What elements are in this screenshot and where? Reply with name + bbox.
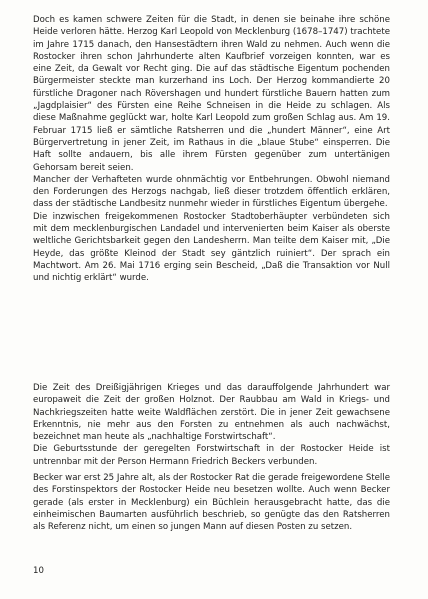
paragraph: Mancher der Verhafteten wurde ohnmächtig vor Entbehrungen. Obwohl niemand den Forderungen des Herzogs nachgab, ließ dieser trotzdem öffentlich erklären, dass der städtische Landbesitz nunmehr wieder in fürstliches Eigentum übergehe. bbox=[33, 174, 390, 210]
page-number: 10 bbox=[33, 566, 44, 576]
paragraph: Die Zeit des Dreißigjährigen Krieges und das darauffolgende Jahrhundert war europaweit die Zeit der großen Holznot. Der Raubbau am Wald in Kriegs- und Nachkriegszeiten hatte weite Waldflächen zerstört. Die in jener Zeit gewachsene Erkenntnis, nie mehr aus den Forsten zu entnehmen als auch nachwächst, bezeichnet man heute als „nachhaltige Forstwirtschaft“. bbox=[33, 383, 390, 443]
paragraph: Doch es kamen schwere Zeiten für die Stadt, in denen sie beinahe ihre schöne Heide verloren hätte. Herzog Karl Leopold von Mecklenburg (1678–1747) trachtete im Jahre 1715 danach, den Hansestädtern ihren Wald zu nehmen. Auch wenn die Rostocker ihren schon Jahrhunderte alten Kaufbrief vorzeigen konnten, war es eine Zeit, da Gewalt vor Recht ging. Die auf das städtische Eigentum pochenden Bürgermeister steckte man kurzerhand ins Loch. Der Herzog kommandierte 20 fürstliche Dragoner nach Rövershagen und hundert fürstliche Bauern hatten zum „Jagdplaisier“ des Fürsten eine Reihe Schneisen in die Heide zu schlagen. Als diese Maßnahme geglückt war, holte Karl Leopold zum großen Schlag aus. Am 19. Februar 1715 ließ er sämtliche Ratsherren und die „hundert Männer“, eine Art Bürgervertretung in jener Zeit, im Rathaus in die „blaue Stube“ einsperren. Die Haft sollte andauern, bis alle ihrem Fürsten gegenüber zum untertänigen Gehorsam bereit seien. bbox=[33, 15, 390, 173]
text-block-forestry-origins bbox=[33, 382, 390, 468]
paragraph: Die Geburtsstunde der geregelten Forstwirtschaft in der Rostocker Heide ist untrennbar mit der Person Hermann Friedrich Beckers verbunden. bbox=[33, 444, 390, 467]
paragraph: Becker war erst 25 Jahre alt, als der Rostocker Rat die gerade freigewordene Stelle des Forstinspektors der Rostocker Heide neu besetzen wollte. Auch wenn Becker gerade (als erster in Mecklenburg) ein Büchlein herausgebracht hatte, das die einheimischen Baumarten ausführlich beschrieb, so genügte das den Ratsherren als Referenz nicht, um einen so jungen Mann auf diesen Posten zu setzen. bbox=[33, 473, 390, 533]
paragraph: Die inzwischen freigekommenen Rostocker Stadtoberhäupter verbündeten sich mit dem mecklenburgischen Landadel und intervenierten beim Kaiser als oberste weltliche Gerichtsbarkeit gegen den Landesherrn. Man teilte dem Kaiser mit, „Die Heyde, das größte Kleinod der Stadt sey gäntzlich ruiniert“. Der sprach ein Machtwort. Am 26. Mai 1716 erging sein Bescheid, „Daß die Transaktion vor Null und nichtig erklärt“ wurde. bbox=[33, 211, 390, 284]
text-block-rostock-heide-dispute bbox=[33, 14, 390, 285]
text-block-becker bbox=[33, 472, 390, 533]
